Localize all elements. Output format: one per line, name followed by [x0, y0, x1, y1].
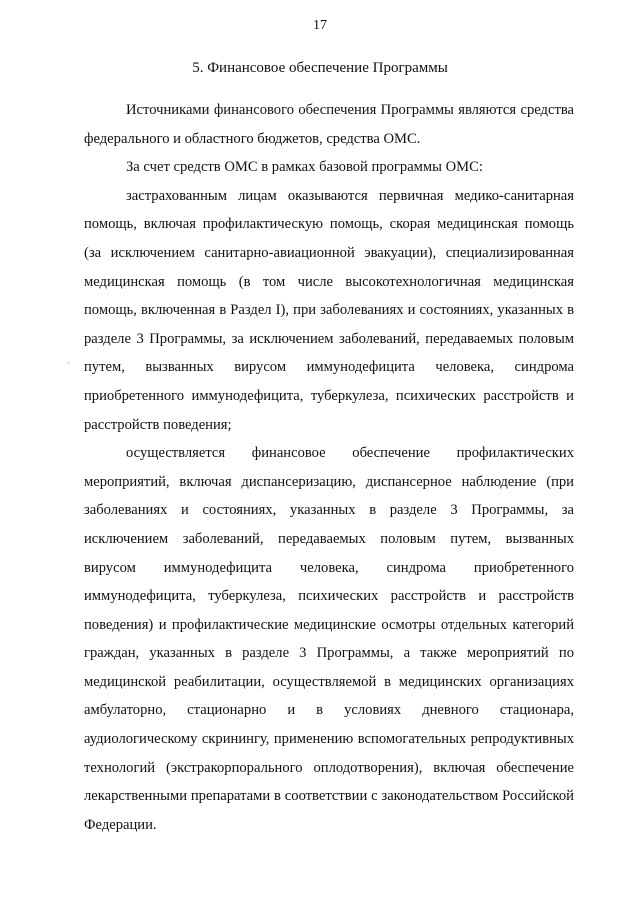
margin-mark	[68, 362, 69, 364]
paragraph-funding-sources: Источниками финансового обеспечения Программы являются средства федерального и областного бюджетов, средства ОМС.	[84, 102, 574, 147]
document-body	[84, 96, 574, 839]
paragraph-insured-persons: застрахованным лицам оказываются первичная медико-санитарная помощь, включая профилактическую помощь, скорая медицинская помощь (за исключением санитарно-авиационной эвакуации), специализированная медицинская помощь (в том числе высокотехнологичная медицинская помощь, включенная в Раздел I), при заболеваниях и состояниях, указанных в разделе 3 Программы, за исключением заболеваний, передаваемых половым путем, вызванных вирусом иммунодефицита человека, синдрома приобретенного иммунодефицита, туберкулеза, психических расстройств и расстройств поведения;	[84, 187, 574, 433]
section-title: 5. Финансовое обеспечение Программы	[192, 60, 448, 76]
page-number: 17	[313, 18, 327, 33]
paragraph-oms-intro: За счет средств ОМС в рамках базовой программы ОМС:	[126, 159, 483, 176]
paragraph-preventive-financing: осуществляется финансовое обеспечение профилактических мероприятий, включая диспансеризацию, диспансерное наблюдение (при заболеваниях и состояниях, указанных в разделе 3 Программы, за исключением заболеваний, передаваемых половым путем, вызванных вирусом иммунодефицита человека, синдрома приобретенного иммунодефицита, туберкулеза, психических расстройств и расстройств поведения) и профилактические медицинские осмотры отдельных категорий граждан, указанных в разделе 3 Программы, а также мероприятий по медицинской реабилитации, осуществляемой в медицинских организациях амбулаторно, стационарно и в условиях дневного стационара, аудиологическому скринингу, применению вспомогательных репродуктивных технологий (экстракорпорального оплодотворения), включая обеспечение лекарственными препаратами в соответствии с законодательством Российской Федерации.	[84, 445, 574, 833]
